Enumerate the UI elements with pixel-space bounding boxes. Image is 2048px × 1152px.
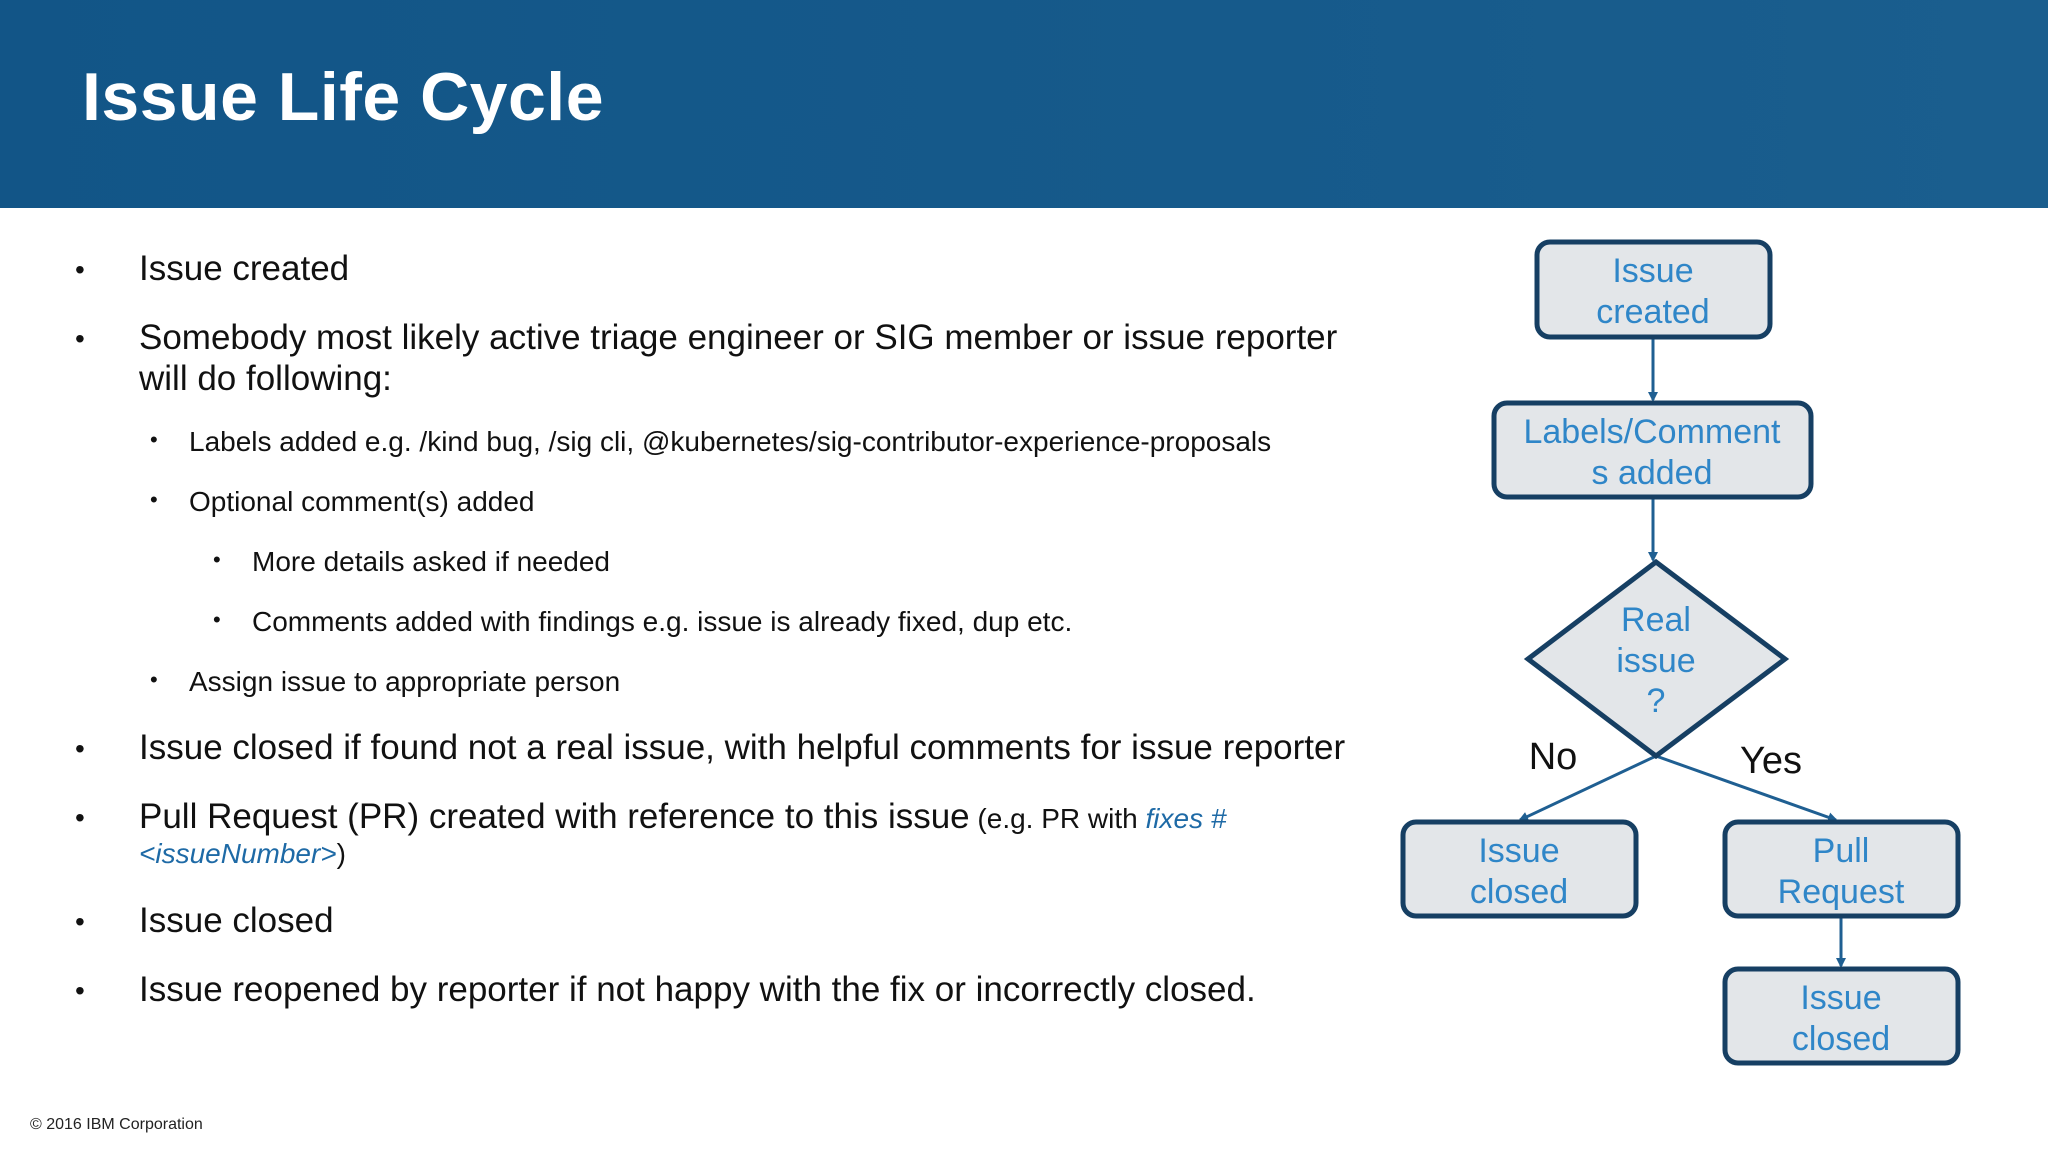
node-label: issue	[1616, 642, 1696, 680]
bullet-dot: •	[150, 487, 158, 512]
node-issue-created	[1537, 242, 1770, 337]
pr-bullet-main: Pull Request (PR) created with reference to this issue	[139, 797, 970, 836]
pr-bullet-italic-1: fixes #	[1145, 803, 1227, 834]
edge-label-yes: Yes	[1740, 740, 1802, 782]
bullet-dot: •	[75, 733, 85, 764]
node-label: Pull	[1812, 832, 1870, 870]
node-label: Issue	[1800, 979, 1882, 1017]
bullet-text: will do following:	[139, 359, 392, 398]
copyright-footer: © 2016 IBM Corporation	[30, 1116, 203, 1133]
bullet-text: Issue reopened by reporter if not happy with the fix or incorrectly closed.	[139, 970, 1256, 1009]
edge-label-no: No	[1528, 736, 1578, 778]
bullet-dot: •	[75, 802, 85, 833]
node-real-issue-decision	[1528, 562, 1785, 756]
bullet-dot: •	[75, 254, 85, 285]
bullet-dot: •	[213, 607, 221, 632]
bullet-text: Issue closed if found not a real issue, with helpful comments for issue reporter	[139, 728, 1346, 767]
node-labels-added	[1494, 403, 1811, 497]
bullet-dot: •	[75, 323, 85, 354]
node-label: created	[1596, 293, 1710, 331]
bullet-dot: •	[150, 667, 158, 692]
bullet-text: Comments added with findings e.g. issue is already fixed, dup etc.	[252, 606, 1073, 637]
node-label: Issue	[1612, 252, 1694, 290]
node-label: closed	[1791, 1020, 1891, 1058]
node-label: ?	[1646, 682, 1666, 720]
bullet-text: Issue closed	[139, 901, 334, 940]
node-label: Real	[1621, 601, 1691, 639]
node-label: Request	[1777, 873, 1905, 911]
bullet-dot: •	[213, 547, 221, 572]
bullet-text: Issue created	[139, 249, 350, 288]
pr-bullet-italic-2: <issueNumber>	[139, 838, 337, 869]
node-label: closed	[1469, 873, 1569, 911]
bullet-dot: •	[75, 975, 85, 1006]
node-label: Issue	[1478, 832, 1560, 870]
bullet-dot: •	[150, 427, 158, 452]
node-issue-closed-final	[1725, 969, 1958, 1063]
node-issue-closed-no	[1403, 822, 1636, 916]
slide-title: Issue Life Cycle	[82, 59, 605, 135]
bullet-text: Labels added e.g. /kind bug, /sig cli, @kubernetes/sig-contributor-experience-proposals	[189, 426, 1272, 457]
node-pull-request	[1725, 822, 1958, 916]
pr-bullet-paren-close: )	[336, 838, 346, 869]
bullet-text: More details asked if needed	[252, 546, 610, 577]
bullet-text: Assign issue to appropriate person	[189, 666, 621, 697]
node-label: Labels/Comment	[1523, 413, 1781, 451]
bullet-text: Somebody most likely active triage engineer or SIG member or issue reporter	[139, 318, 1338, 357]
pr-bullet-paren-open: (e.g. PR with	[969, 803, 1146, 834]
node-label: s added	[1591, 454, 1713, 492]
bullet-text: Optional comment(s) added	[189, 486, 535, 517]
bullet-dot: •	[75, 906, 85, 937]
